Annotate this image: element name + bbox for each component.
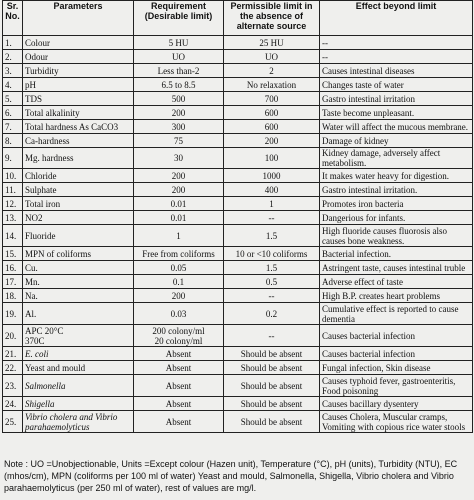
requirement-cell: 6.5 to 8.5: [134, 78, 224, 92]
requirement-cell: 1: [134, 225, 224, 247]
parameter-cell: Total alkalinity: [23, 106, 134, 120]
sr-no-cell: 19.: [3, 303, 23, 325]
table-row: [3, 247, 473, 261]
table-row: [3, 92, 473, 106]
water-quality-table: [2, 0, 473, 433]
sr-no-cell: 21.: [3, 347, 23, 361]
sr-no-cell: 20.: [3, 325, 23, 347]
permissible-cell: 10 or <10 coliforms: [224, 247, 320, 261]
table-row: [3, 120, 473, 134]
table-row: [3, 347, 473, 361]
permissible-cell: 700: [224, 92, 320, 106]
effect-cell: Causes bacterial infection: [320, 325, 473, 347]
requirement-cell: Absent: [134, 411, 224, 433]
effect-cell: High B.P. creates heart problems: [320, 289, 473, 303]
sr-no-cell: 3.: [3, 64, 23, 78]
table-row: [3, 325, 473, 347]
requirement-cell: Less than-2: [134, 64, 224, 78]
parameter-cell: Shigella: [23, 397, 134, 411]
parameter-cell: Odour: [23, 50, 134, 64]
permissible-cell: 0.5: [224, 275, 320, 289]
requirement-cell: Absent: [134, 375, 224, 397]
effect-cell: High fluoride causes fluorosis also causes bone weakness.: [320, 225, 473, 247]
sr-no-cell: 22.: [3, 361, 23, 375]
sr-no-cell: 18.: [3, 289, 23, 303]
sr-no-cell: 24.: [3, 397, 23, 411]
table-row: [3, 361, 473, 375]
requirement-cell: 0.01: [134, 211, 224, 225]
effect-cell: Gastro intestinal irritation: [320, 92, 473, 106]
effect-cell: Cumulative effect is reported to cause dementia: [320, 303, 473, 325]
permissible-cell: Should be absent: [224, 375, 320, 397]
table-row: [3, 148, 473, 169]
permissible-cell: --: [224, 211, 320, 225]
sr-no-cell: 8.: [3, 134, 23, 148]
parameter-cell: E. coli: [23, 347, 134, 361]
sr-no-cell: 2.: [3, 50, 23, 64]
requirement-cell: 200: [134, 106, 224, 120]
effect-cell: Fungal infection, Skin disease: [320, 361, 473, 375]
table-row: [3, 183, 473, 197]
header-effect: Effect beyond limit: [320, 1, 473, 36]
requirement-cell: 0.05: [134, 261, 224, 275]
parameter-cell: Total iron: [23, 197, 134, 211]
table-row: [3, 197, 473, 211]
parameter-cell: Ca-hardness: [23, 134, 134, 148]
effect-cell: Causes Cholera, Muscular cramps, Vomiting with copious rice water stools: [320, 411, 473, 433]
parameter-cell: Mg. hardness: [23, 148, 134, 169]
requirement-cell: Absent: [134, 397, 224, 411]
effect-cell: Damage of kidney: [320, 134, 473, 148]
sr-no-cell: 25.: [3, 411, 23, 433]
requirement-cell: Absent: [134, 361, 224, 375]
permissible-cell: 25 HU: [224, 36, 320, 50]
effect-cell: Kidney damage, adversely affect metabolism.: [320, 148, 473, 169]
permissible-cell: --: [224, 289, 320, 303]
parameter-cell: APC 20°C 370C: [23, 325, 134, 347]
header-sr-no: Sr. No.: [3, 1, 23, 36]
parameter-cell: Total hardness As CaCO3: [23, 120, 134, 134]
parameter-cell: Al.: [23, 303, 134, 325]
effect-cell: --: [320, 36, 473, 50]
effect-cell: Causes typhoid fever, gastroenteritis, Food poisoning: [320, 375, 473, 397]
requirement-cell: 0.01: [134, 197, 224, 211]
effect-cell: Gastro intestinal irritation.: [320, 183, 473, 197]
permissible-cell: 1000: [224, 169, 320, 183]
permissible-cell: --: [224, 325, 320, 347]
table-row: [3, 169, 473, 183]
parameter-cell: Sulphate: [23, 183, 134, 197]
permissible-cell: 600: [224, 120, 320, 134]
requirement-cell: 5 HU: [134, 36, 224, 50]
requirement-cell: 0.03: [134, 303, 224, 325]
requirement-cell: 300: [134, 120, 224, 134]
parameter-cell: Salmonella: [23, 375, 134, 397]
requirement-cell: 75: [134, 134, 224, 148]
permissible-cell: 600: [224, 106, 320, 120]
requirement-cell: Absent: [134, 347, 224, 361]
permissible-cell: 0.2: [224, 303, 320, 325]
table-row: [3, 303, 473, 325]
sr-no-cell: 10.: [3, 169, 23, 183]
sr-no-cell: 1.: [3, 36, 23, 50]
permissible-cell: Should be absent: [224, 361, 320, 375]
effect-cell: Adverse effect of taste: [320, 275, 473, 289]
permissible-cell: 200: [224, 134, 320, 148]
permissible-cell: Should be absent: [224, 411, 320, 433]
table-header-row: [3, 1, 473, 36]
parameter-cell: Turbidity: [23, 64, 134, 78]
header-requirement: Requirement (Desirable limit): [134, 1, 224, 36]
parameter-cell: Vibrio cholera and Vibrio parahaemolyticus: [23, 411, 134, 433]
table-row: [3, 411, 473, 433]
parameter-cell: TDS: [23, 92, 134, 106]
permissible-cell: UO: [224, 50, 320, 64]
table-row: [3, 261, 473, 275]
permissible-cell: 400: [224, 183, 320, 197]
requirement-cell: 500: [134, 92, 224, 106]
sr-no-cell: 4.: [3, 78, 23, 92]
effect-cell: Causes bacterial infection: [320, 347, 473, 361]
sr-no-cell: 12.: [3, 197, 23, 211]
parameter-cell: Cu.: [23, 261, 134, 275]
effect-cell: Bacterial infection.: [320, 247, 473, 261]
table-row: [3, 225, 473, 247]
effect-cell: Causes bacillary dysentery: [320, 397, 473, 411]
permissible-cell: 1.5: [224, 225, 320, 247]
sr-no-cell: 14.: [3, 225, 23, 247]
table-row: [3, 397, 473, 411]
requirement-cell: 200: [134, 183, 224, 197]
table-row: [3, 106, 473, 120]
effect-cell: Causes intestinal diseases: [320, 64, 473, 78]
parameter-cell: Mn.: [23, 275, 134, 289]
permissible-cell: 2: [224, 64, 320, 78]
parameter-cell: Fluoride: [23, 225, 134, 247]
table-row: [3, 211, 473, 225]
effect-cell: Astringent taste, causes intestinal truble: [320, 261, 473, 275]
requirement-cell: UO: [134, 50, 224, 64]
sr-no-cell: 15.: [3, 247, 23, 261]
parameter-cell: NO2: [23, 211, 134, 225]
table-row: [3, 134, 473, 148]
sr-no-cell: 13.: [3, 211, 23, 225]
permissible-cell: Should be absent: [224, 347, 320, 361]
permissible-cell: Should be absent: [224, 397, 320, 411]
table-row: [3, 64, 473, 78]
sr-no-cell: 7.: [3, 120, 23, 134]
parameter-cell: Chloride: [23, 169, 134, 183]
parameter-cell: MPN of coliforms: [23, 247, 134, 261]
permissible-cell: 1: [224, 197, 320, 211]
requirement-cell: 200 colony/ml 20 colony/ml: [134, 325, 224, 347]
table-row: [3, 289, 473, 303]
effect-cell: Dangerious for infants.: [320, 211, 473, 225]
sr-no-cell: 9.: [3, 148, 23, 169]
table-row: [3, 50, 473, 64]
effect-cell: Promotes iron bacteria: [320, 197, 473, 211]
sr-no-cell: 5.: [3, 92, 23, 106]
requirement-cell: 0.1: [134, 275, 224, 289]
table-row: [3, 36, 473, 50]
effect-cell: It makes water heavy for digestion.: [320, 169, 473, 183]
sr-no-cell: 23.: [3, 375, 23, 397]
table-row: [3, 375, 473, 397]
parameter-cell: Yeast and mould: [23, 361, 134, 375]
permissible-cell: No relaxation: [224, 78, 320, 92]
effect-cell: Taste become unpleasant.: [320, 106, 473, 120]
table-row: [3, 78, 473, 92]
requirement-cell: 200: [134, 169, 224, 183]
parameter-cell: Na.: [23, 289, 134, 303]
permissible-cell: 100: [224, 148, 320, 169]
permissible-cell: 1.5: [224, 261, 320, 275]
sr-no-cell: 17.: [3, 275, 23, 289]
effect-cell: --: [320, 50, 473, 64]
requirement-cell: 30: [134, 148, 224, 169]
table-row: [3, 275, 473, 289]
sr-no-cell: 6.: [3, 106, 23, 120]
effect-cell: Changes taste of water: [320, 78, 473, 92]
sr-no-cell: 11.: [3, 183, 23, 197]
requirement-cell: Free from coliforms: [134, 247, 224, 261]
header-parameters: Parameters: [23, 1, 134, 36]
requirement-cell: 200: [134, 289, 224, 303]
parameter-cell: pH: [23, 78, 134, 92]
parameter-cell: Colour: [23, 36, 134, 50]
effect-cell: Water will affect the mucous membrane.: [320, 120, 473, 134]
header-permissible-limit: Permissible limit in the absence of alternate source: [224, 1, 320, 36]
sr-no-cell: 16.: [3, 261, 23, 275]
table-note: Note : UO =Unobjectionable, Units =Except colour (Hazen unit), Temperature (°C), pH (units), Turbidity (NTU), EC (mhos/cm), MPN (coliforms per 100 ml of water) Yeast and mould, Salmonella, Shigella, Vibrio cholera and Vibrio parahaemolyticus (per 250 ml of water), rest of values are mg/l.: [4, 459, 458, 493]
